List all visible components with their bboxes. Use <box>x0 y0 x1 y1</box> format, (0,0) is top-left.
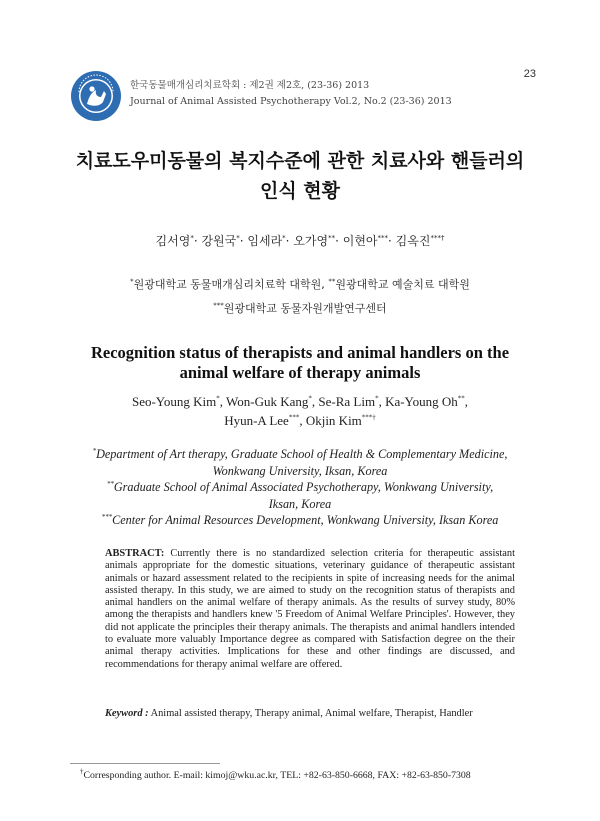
corresponding-author-footnote: †Corresponding author. E-mail: kimoj@wku.ac.kr, TEL: +82-63-850-6668, FAX: +82-63-850-7308 <box>80 767 471 781</box>
journal-header <box>130 78 452 110</box>
journal-logo <box>70 70 122 122</box>
author-ko: 이현아***· <box>342 234 396 248</box>
english-title-line-1: Recognition status of therapists and animal handlers on the <box>90 343 510 362</box>
korean-affiliation-line-1: *원광대학교 동물매개심리치료학 대학원, **원광대학교 예술치료 대학원 <box>130 277 470 291</box>
page-number: 23 <box>523 68 536 80</box>
author-en: Won-Guk Kang*, <box>226 394 319 409</box>
footnote-divider <box>70 763 220 764</box>
author-en: Se-Ra Lim*, <box>318 394 386 409</box>
affiliation-en: ***Center for Animal Resources Development, Wonkwang University, Iksan Korea <box>101 512 499 527</box>
author-ko: 강원국*· <box>201 234 248 248</box>
keywords <box>105 708 515 719</box>
abstract-text: Currently there is no standardized selection criteria for therapeutic assistant animals appropriate for the domestic situations, veterinary guidance of therapeutic assistant animals or hazard assessment related to the recipients in spite of increasing needs for the animal assisted therapy. In this study, we are aimed to study on the recognition status of therapists and animal handlers on the animal welfare of therapy animals. As the results of survey study, 80% among the therapists and handlers knew '5 Freedom of Animal Welfare Principles'. However, they did not applicate the principles their therapy animals. The therapists and animal handlers intended to evaluate more valuably Importance degree as compared with Satisfaction degree on the their animal therapy activities. Implications for these and other findings are discussed, and recommendations for therapy animal welfare are offered. <box>105 548 515 670</box>
journal-line-ko: 한국동물매개심리치료학회 : 제2권 제2호, (23-36) 2013 <box>130 80 370 91</box>
english-author-list <box>60 392 540 430</box>
korean-affiliation-line-2: ***원광대학교 동물자원개발연구센터 <box>213 301 387 315</box>
author-ko: 김서영*· <box>155 234 202 248</box>
author-en: Seo-Young Kim*, <box>131 394 227 409</box>
korean-title-line-2: 인식 현황 <box>259 180 341 202</box>
author-en: Okjin Kim***† <box>305 413 376 428</box>
journal-line-en: Journal of Animal Assisted Psychotherapy Vol.2, No.2 (23-36) 2013 <box>130 96 452 107</box>
author-en: Ka-Young Oh**, <box>385 394 469 409</box>
english-title-line-2: animal welfare of therapy animals <box>179 363 421 382</box>
english-affiliations <box>60 446 540 529</box>
affiliation-en: *Department of Art therapy, Graduate School of Health & Complementary Medicine, Wonkwang University, Iksan, Korea <box>92 446 508 478</box>
keywords-text: Animal assisted therapy, Therapy animal, Animal welfare, Therapist, Handler <box>150 708 473 719</box>
korean-author-list <box>40 232 560 249</box>
keywords-label: Keyword : <box>105 708 149 719</box>
korean-title-line-1: 치료도우미동물의 복지수준에 관한 치료사와 핸들러의 <box>75 150 525 172</box>
english-title <box>60 343 540 383</box>
author-ko: 임세라*· <box>247 234 294 248</box>
author-ko: 김옥진***† <box>395 234 445 248</box>
affiliation-en: **Graduate School of Animal Associated Psychotherapy, Wonkwang University, Iksan, Korea <box>106 479 494 511</box>
english-author-line-2 <box>60 411 540 430</box>
english-author-line-1 <box>60 392 540 411</box>
abstract-label: ABSTRACT: <box>105 548 165 559</box>
author-ko: 오가영**· <box>293 234 343 248</box>
korean-title <box>40 146 560 206</box>
abstract <box>105 548 515 671</box>
author-en: Hyun-A Lee***, <box>224 413 306 428</box>
